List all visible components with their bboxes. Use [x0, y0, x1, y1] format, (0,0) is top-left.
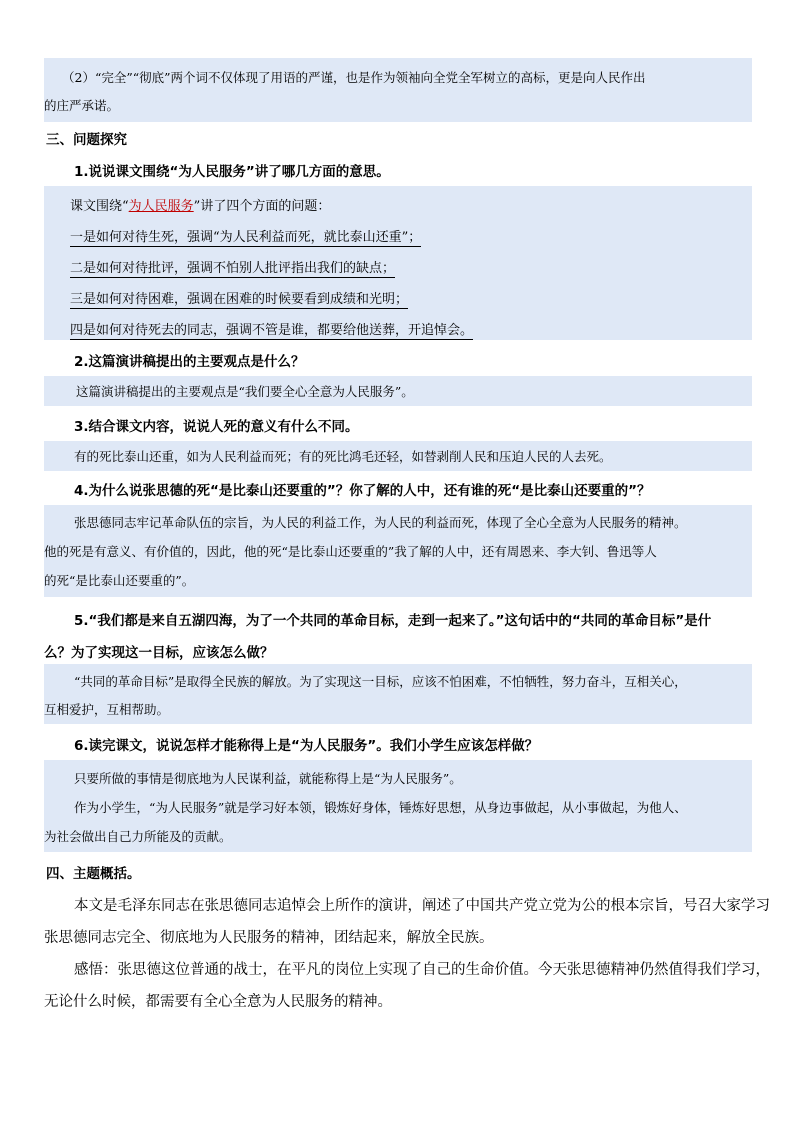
question-line: 5.“我们都是来自五湖四海，为了一个共同的革命目标，走到一起来了。”这句话中的“共同的革命目标”是什 [74, 613, 712, 629]
answer-line: 他的死是有意义、有价值的，因此，他的死“是比泰山还要重的”我了解的人中，还有周恩来、李大钊、鲁迅等人 [44, 544, 657, 559]
answer-line: 的死“是比泰山还要重的”。 [44, 573, 195, 588]
answer-line: 为社会做出自己力所能及的贡献。 [44, 829, 232, 844]
list-item-text: 一是如何对待生死，强调“为人民利益而死，就比泰山还重”； [70, 230, 422, 245]
list-item-text: 二是如何对待批评，强调不怕别人批评指出我们的缺点； [70, 261, 396, 276]
answer-line: 的庄严承诺。 [44, 98, 120, 113]
answer-box-3 [44, 441, 752, 471]
summary-paragraph [44, 890, 770, 1018]
intro-prefix: 课文围绕“ [70, 199, 129, 214]
question-4: 4.为什么说张思德的死“是比泰山还要重的”？你了解的人中，还有谁的死“是比泰山还要重的”？ [74, 483, 651, 499]
answer-line: 只要所做的事情是彻底地为人民谋利益，就能称得上是“为人民服务”。 [74, 771, 462, 786]
list-item [70, 222, 752, 253]
answer-text: 有的死比泰山还重，如为人民利益而死；有的死比鸿毛还轻，如替剥削人民和压迫人民的人去死。 [74, 449, 612, 464]
question-1: 1.说说课文围绕“为人民服务”讲了哪几方面的意思。 [74, 164, 390, 180]
answer-box-4 [44, 505, 752, 597]
answer-box-5 [44, 664, 752, 724]
question-6: 6.读完课文，说说怎样才能称得上是“为人民服务”。我们小学生应该怎样做？ [74, 738, 539, 754]
section-title-4: 四、主题概括。 [46, 866, 141, 882]
answer-intro [70, 191, 752, 222]
question-line: 么？为了实现这一目标，应该怎么做？ [44, 645, 274, 661]
answer-line: 作为小学生，“为人民服务”就是学习好本领，锻炼好身体，锤炼好思想，从身边事做起，从小事做起，为他人、 [74, 800, 687, 815]
answer-box-6 [44, 760, 752, 852]
answer-line: “共同的革命目标”是取得全民族的解放。为了实现这一目标，应该不怕困难，不怕牺牲，努力奋斗，互相关心， [74, 674, 687, 689]
paragraph-line: 张思德同志完全、彻底地为人民服务的精神，团结起来，解放全民族。 [44, 930, 494, 946]
question-5 [44, 605, 752, 669]
intro-suffix: ”讲了四个方面的问题： [193, 199, 331, 214]
answer-line: （2）“完全”“彻底”两个词不仅体现了用语的严谨，也是作为领袖向全党全军树立的高标，更是向人民作出 [62, 70, 646, 85]
question-3: 3.结合课文内容，说说人死的意义有什么不同。 [74, 419, 359, 435]
answer-box-2 [44, 376, 752, 406]
highlight-keyword: 为人民服务 [128, 199, 194, 214]
question-2: 2.这篇演讲稿提出的主要观点是什么？ [74, 354, 305, 370]
paragraph-line: 无论什么时候，都需要有全心全意为人民服务的精神。 [44, 994, 392, 1010]
list-item [70, 253, 752, 284]
answer-text: 这篇演讲稿提出的主要观点是“我们要全心全意为人民服务”。 [76, 384, 414, 399]
list-item [70, 315, 752, 346]
paragraph-line: 本文是毛泽东同志在张思德同志追悼会上所作的演讲，阐述了中国共产党立党为公的根本宗旨，号召大家学习 [74, 898, 770, 914]
list-item [70, 284, 752, 315]
answer-line: 互相爱护，互相帮助。 [44, 702, 170, 717]
section-title-3: 三、问题探究 [46, 132, 127, 148]
answer-box-top [44, 58, 752, 122]
answer-box-1 [44, 186, 752, 340]
list-item-text: 四是如何对待死去的同志，强调不管是谁，都要给他送葬，开追悼会。 [70, 323, 474, 338]
answer-line: 张思德同志牢记革命队伍的宗旨，为人民的利益工作，为人民的利益而死，体现了全心全意为人民服务的精神。 [74, 515, 687, 530]
paragraph-line: 感悟：张思德这位普通的战士，在平凡的岗位上实现了自己的生命价值。今天张思德精神仍然值得我们学习， [74, 962, 770, 978]
list-item-text: 三是如何对待困难，强调在困难的时候要看到成绩和光明； [70, 292, 409, 307]
